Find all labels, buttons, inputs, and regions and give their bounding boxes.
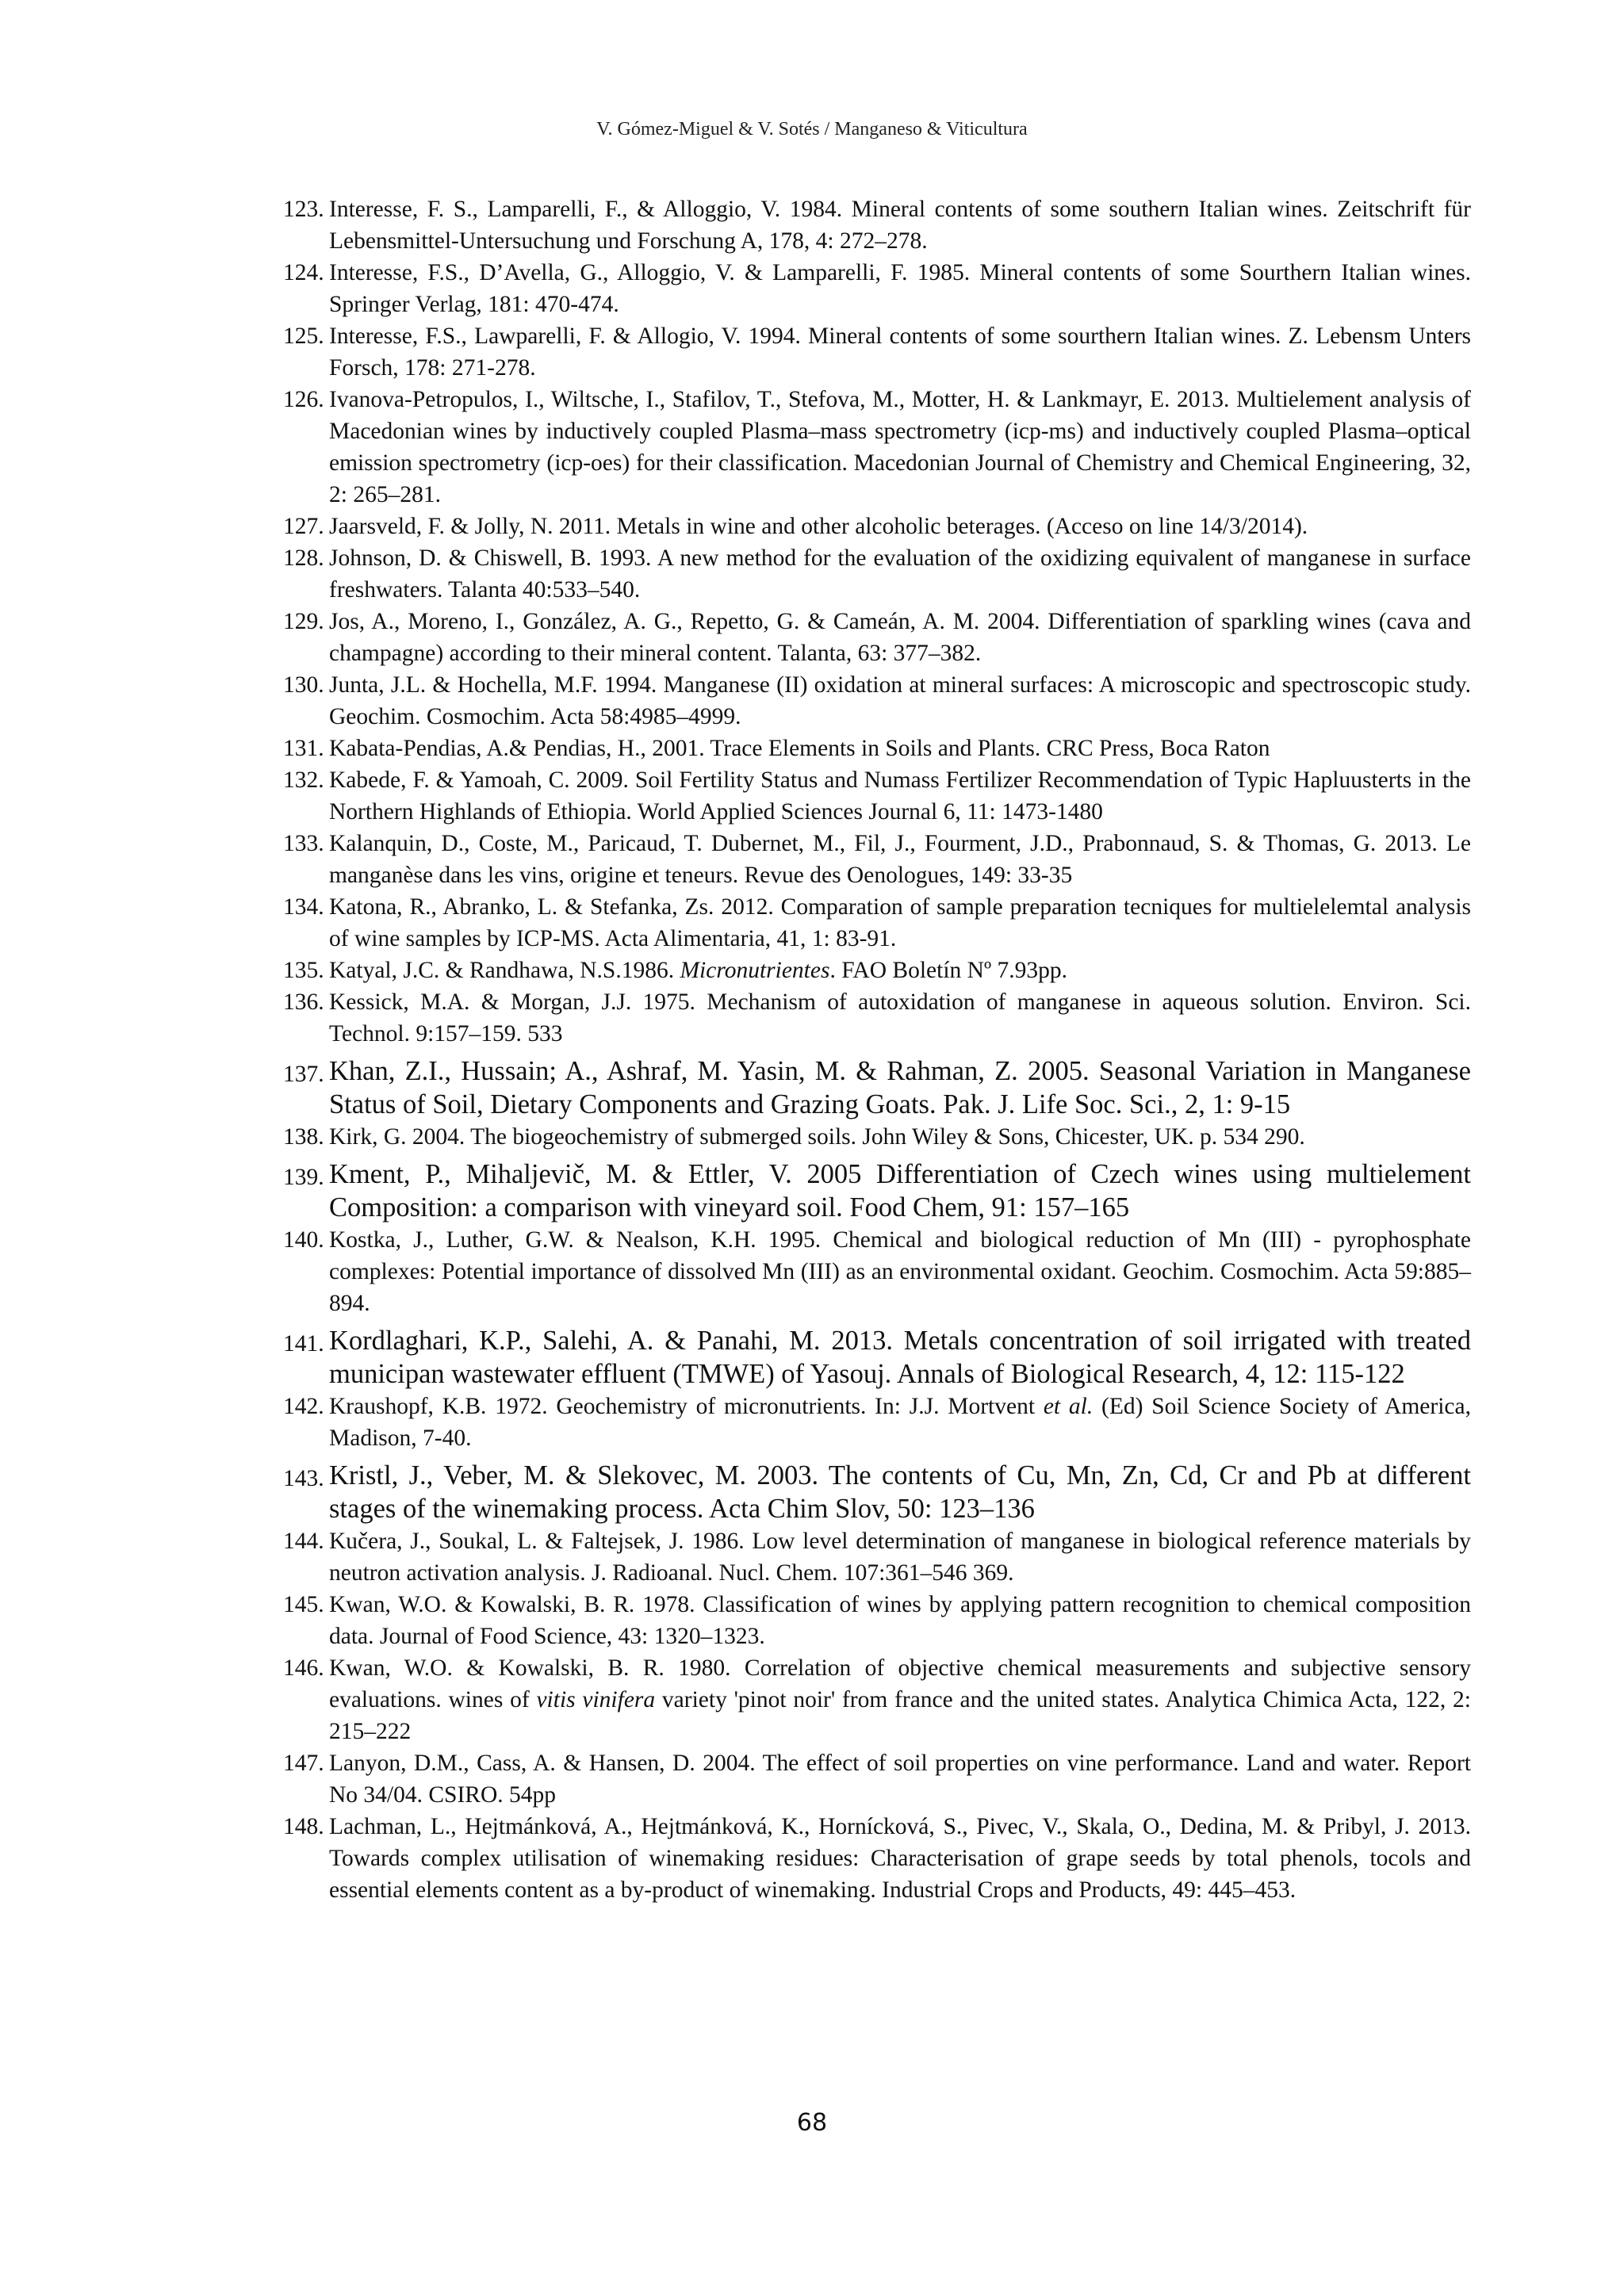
reference-text bbox=[329, 989, 1471, 1047]
text-run: . FAO Boletín Nº 7.93pp. bbox=[829, 958, 1067, 983]
running-head: V. Gómez-Miguel & V. Sotés / Manganeso & Viticultura bbox=[596, 119, 1028, 140]
italic-text: vitis vinifera bbox=[536, 1687, 656, 1712]
reference-item bbox=[283, 193, 1471, 257]
reference-number: 137. bbox=[283, 1062, 324, 1087]
reference-number: 141. bbox=[283, 1331, 324, 1357]
text-run: Kučera, J., Soukal, L. & Faltejsek, J. 1986. Low level determination of manganese in biological reference materials by neutron activation analysis. J. Radioanal. Nucl. Chem. 107:361–546 369. bbox=[329, 1529, 1471, 1586]
reference-item bbox=[283, 1224, 1471, 1319]
reference-number: 145. bbox=[283, 1592, 324, 1617]
reference-text bbox=[329, 1814, 1471, 1903]
reference-text bbox=[329, 1592, 1471, 1649]
reference-number: 148. bbox=[283, 1814, 324, 1839]
text-run: Kristl, J., Veber, M. & Slekovec, M. 2003. The contents of Cu, Mn, Zn, Cd, Cr and Pb at different stages of the winemaking process. Acta Chim Slov, 50: 123–136 bbox=[329, 1460, 1471, 1524]
text-run: Kabede, F. & Yamoah, C. 2009. Soil Fertility Status and Numass Fertilizer Recommendation of Typic Hapluusterts in the Northern Highlands of Ethiopia. World Applied Sciences Journal 6, 11: 1473-1480 bbox=[329, 767, 1471, 825]
reference-number: 125. bbox=[283, 323, 324, 349]
reference-text bbox=[329, 387, 1471, 507]
reference-item bbox=[283, 542, 1471, 606]
text-run: Interesse, F.S., D’Avella, G., Alloggio, V. & Lamparelli, F. 1985. Mineral contents of some Sourthern Italian wines. Springer Verlag, 181: 470-474. bbox=[329, 260, 1471, 317]
reference-text bbox=[329, 1326, 1471, 1389]
reference-item bbox=[283, 764, 1471, 828]
text-run: Katona, R., Abranko, L. & Stefanka, Zs. 2012. Comparation of sample preparation tecniques for multielelemtal analysis of wine samples by ICP-MS. Acta Alimentaria, 41, 1: 83-91. bbox=[329, 894, 1471, 951]
reference-text bbox=[329, 1529, 1471, 1586]
reference-item bbox=[283, 891, 1471, 955]
reference-number: 130. bbox=[283, 672, 324, 698]
reference-text bbox=[329, 609, 1471, 666]
text-run: Kment, P., Mihaljevič, M. & Ettler, V. 2005 Differentiation of Czech wines using multielement Composition: a comparison with vineyard soil. Food Chem, 91: 157–165 bbox=[329, 1159, 1471, 1223]
reference-number: 135. bbox=[283, 958, 324, 983]
reference-text bbox=[329, 1655, 1471, 1744]
reference-item bbox=[283, 1811, 1471, 1906]
reference-item bbox=[283, 1121, 1471, 1153]
reference-text bbox=[329, 1751, 1471, 1808]
reference-item bbox=[283, 384, 1471, 511]
text-run: (Ed) Soil Science Society of America, Madison, 7-40. bbox=[329, 1394, 1471, 1451]
reference-number: 134. bbox=[283, 894, 324, 920]
text-run: Interesse, F. S., Lamparelli, F., & Alloggio, V. 1984. Mineral contents of some southern Italian wines. Zeitschrift für Lebensmittel-Untersuchung und Forschung A, 178, 4: 272–278. bbox=[329, 197, 1471, 254]
reference-number: 143. bbox=[283, 1466, 324, 1491]
reference-number: 131. bbox=[283, 736, 324, 761]
reference-number: 124. bbox=[283, 260, 324, 285]
reference-item bbox=[283, 606, 1471, 669]
reference-text bbox=[329, 958, 1067, 983]
reference-item bbox=[283, 320, 1471, 384]
reference-number: 147. bbox=[283, 1751, 324, 1776]
reference-number: 126. bbox=[283, 387, 324, 412]
text-run: Lanyon, D.M., Cass, A. & Hansen, D. 2004. The effect of soil properties on vine performance. Land and water. Report No 34/04. CSIRO. 54pp bbox=[329, 1751, 1471, 1808]
text-run: Kalanquin, D., Coste, M., Paricaud, T. Dubernet, M., Fil, J., Fourment, J.D., Prabonnaud, S. & Thomas, G. 2013. Le manganèse dans les vins, origine et teneurs. Revue des Oenologues, 149: 33-35 bbox=[329, 831, 1471, 888]
text-run: Kabata-Pendias, A.& Pendias, H., 2001. Trace Elements in Soils and Plants. CRC Press, Boca Raton bbox=[329, 736, 1270, 761]
text-run: Jos, A., Moreno, I., González, A. G., Repetto, G. & Cameán, A. M. 2004. Differentiation of sparkling wines (cava and champagne) according to their mineral content. Talanta, 63: 377–382. bbox=[329, 609, 1471, 666]
reference-item bbox=[283, 669, 1471, 733]
reference-text bbox=[329, 672, 1471, 729]
reference-item bbox=[283, 1652, 1471, 1747]
reference-text bbox=[329, 736, 1270, 761]
text-run: Kostka, J., Luther, G.W. & Nealson, K.H. 1995. Chemical and biological reduction of Mn (III) - pyrophosphate complexes: Potential importance of dissolved Mn (III) as an environmental oxidant. Geochim. Cosmochim. Acta 59:885–894. bbox=[329, 1227, 1471, 1316]
reference-number: 144. bbox=[283, 1529, 324, 1554]
text-run: Kwan, W.O. & Kowalski, B. R. 1980. Correlation of objective chemical measurements and subjective sensory evaluations. wines of bbox=[329, 1655, 1471, 1712]
text-run: Interesse, F.S., Lawparelli, F. & Allogio, V. 1994. Mineral contents of some sourthern Italian wines. Z. Lebensm Unters Forsch, 178: 271-278. bbox=[329, 323, 1471, 381]
reference-text bbox=[329, 1460, 1471, 1524]
page-number: 68 bbox=[796, 2109, 828, 2137]
text-run: Kwan, W.O. & Kowalski, B. R. 1978. Classification of wines by applying pattern recognition to chemical composition data. Journal of Food Science, 43: 1320–1323. bbox=[329, 1592, 1471, 1649]
reference-number: 127. bbox=[283, 514, 324, 539]
reference-item bbox=[283, 1525, 1471, 1589]
reference-item bbox=[283, 1319, 1471, 1391]
text-run: Khan, Z.I., Hussain; A., Ashraf, M. Yasin, M. & Rahman, Z. 2005. Seasonal Variation in Manganese Status of Soil, Dietary Components and Grazing Goats. Pak. J. Life Soc. Sci., 2, 1: 9-15 bbox=[329, 1056, 1471, 1119]
text-run: Kirk, G. 2004. The biogeochemistry of submerged soils. John Wiley & Sons, Chicester, UK. p. 534 290. bbox=[329, 1124, 1305, 1150]
reference-item bbox=[283, 733, 1471, 764]
reference-item bbox=[283, 1391, 1471, 1454]
reference-item bbox=[283, 257, 1471, 320]
reference-number: 138. bbox=[283, 1124, 324, 1150]
reference-number: 128. bbox=[283, 545, 324, 571]
reference-item bbox=[283, 1454, 1471, 1525]
reference-number: 129. bbox=[283, 609, 324, 634]
reference-item bbox=[283, 986, 1471, 1050]
reference-text bbox=[329, 1056, 1471, 1119]
reference-number: 136. bbox=[283, 989, 324, 1015]
reference-number: 142. bbox=[283, 1394, 324, 1419]
reference-list bbox=[283, 193, 1471, 1906]
reference-text bbox=[329, 1124, 1305, 1150]
reference-item bbox=[283, 1589, 1471, 1652]
reference-text bbox=[329, 545, 1471, 603]
reference-item bbox=[283, 1050, 1471, 1121]
text-run: Kessick, M.A. & Morgan, J.J. 1975. Mechanism of autoxidation of manganese in aqueous solution. Environ. Sci. Technol. 9:157–159. 533 bbox=[329, 989, 1471, 1047]
reference-text bbox=[329, 1394, 1471, 1451]
text-run: Katyal, J.C. & Randhawa, N.S.1986. bbox=[329, 958, 680, 983]
reference-number: 139. bbox=[283, 1165, 324, 1190]
reference-item bbox=[283, 828, 1471, 891]
reference-number: 133. bbox=[283, 831, 324, 856]
text-run: Ivanova-Petropulos, I., Wiltsche, I., Stafilov, T., Stefova, M., Motter, H. & Lankmayr, E. 2013. Multielement analysis of Macedonian wines by inductively coupled Plasma–mass spectrometry (icp-ms) and inductively coupled Plasma–optical emission spectrometry (icp-oes) for their classification. Macedonian Journal of Chemistry and Chemical Engineering, 32, 2: 265–281. bbox=[329, 387, 1471, 507]
reference-text bbox=[329, 767, 1471, 825]
text-run: Junta, J.L. & Hochella, M.F. 1994. Manganese (II) oxidation at mineral surfaces: A microscopic and spectroscopic study. Geochim. Cosmochim. Acta 58:4985–4999. bbox=[329, 672, 1471, 729]
text-run: variety 'pinot noir' from france and the united states. Analytica Chimica Acta, 122, 2: 215–222 bbox=[329, 1687, 1471, 1744]
reference-item bbox=[283, 1153, 1471, 1224]
reference-text bbox=[329, 1227, 1471, 1316]
reference-number: 132. bbox=[283, 767, 324, 793]
italic-text: et al. bbox=[1043, 1394, 1094, 1419]
reference-text bbox=[329, 323, 1471, 381]
text-run: Lachman, L., Hejtmánková, A., Hejtmánková, K., Hornícková, S., Pivec, V., Skala, O., Dedina, M. & Pribyl, J. 2013. Towards complex utilisation of winemaking residues: Characterisation of grape seeds by total phenols, tocols and essential elements content as a by-product of winemaking. Industrial Crops and Products, 49: 445–453. bbox=[329, 1814, 1471, 1903]
reference-item bbox=[283, 511, 1471, 542]
reference-text bbox=[329, 831, 1471, 888]
reference-text bbox=[329, 260, 1471, 317]
text-run: Johnson, D. & Chiswell, B. 1993. A new method for the evaluation of the oxidizing equivalent of manganese in surface freshwaters. Talanta 40:533–540. bbox=[329, 545, 1471, 603]
reference-text bbox=[329, 894, 1471, 951]
text-run: Jaarsveld, F. & Jolly, N. 2011. Metals in wine and other alcoholic beterages. (Acceso on line 14/3/2014). bbox=[329, 514, 1308, 539]
reference-text bbox=[329, 197, 1471, 254]
reference-number: 123. bbox=[283, 197, 324, 222]
reference-item bbox=[283, 955, 1471, 986]
reference-number: 146. bbox=[283, 1655, 324, 1681]
text-run: Kraushopf, K.B. 1972. Geochemistry of micronutrients. In: J.J. Mortvent bbox=[329, 1394, 1044, 1419]
reference-text bbox=[329, 514, 1308, 539]
reference-number: 140. bbox=[283, 1227, 324, 1253]
reference-text bbox=[329, 1159, 1471, 1223]
text-run: Kordlaghari, K.P., Salehi, A. & Panahi, M. 2013. Metals concentration of soil irrigated with treated municipan wastewater effluent (TMWE) of Yasouj. Annals of Biological Research, 4, 12: 115-122 bbox=[329, 1326, 1471, 1389]
italic-text: Micronutrientes bbox=[680, 958, 830, 983]
reference-item bbox=[283, 1747, 1471, 1811]
